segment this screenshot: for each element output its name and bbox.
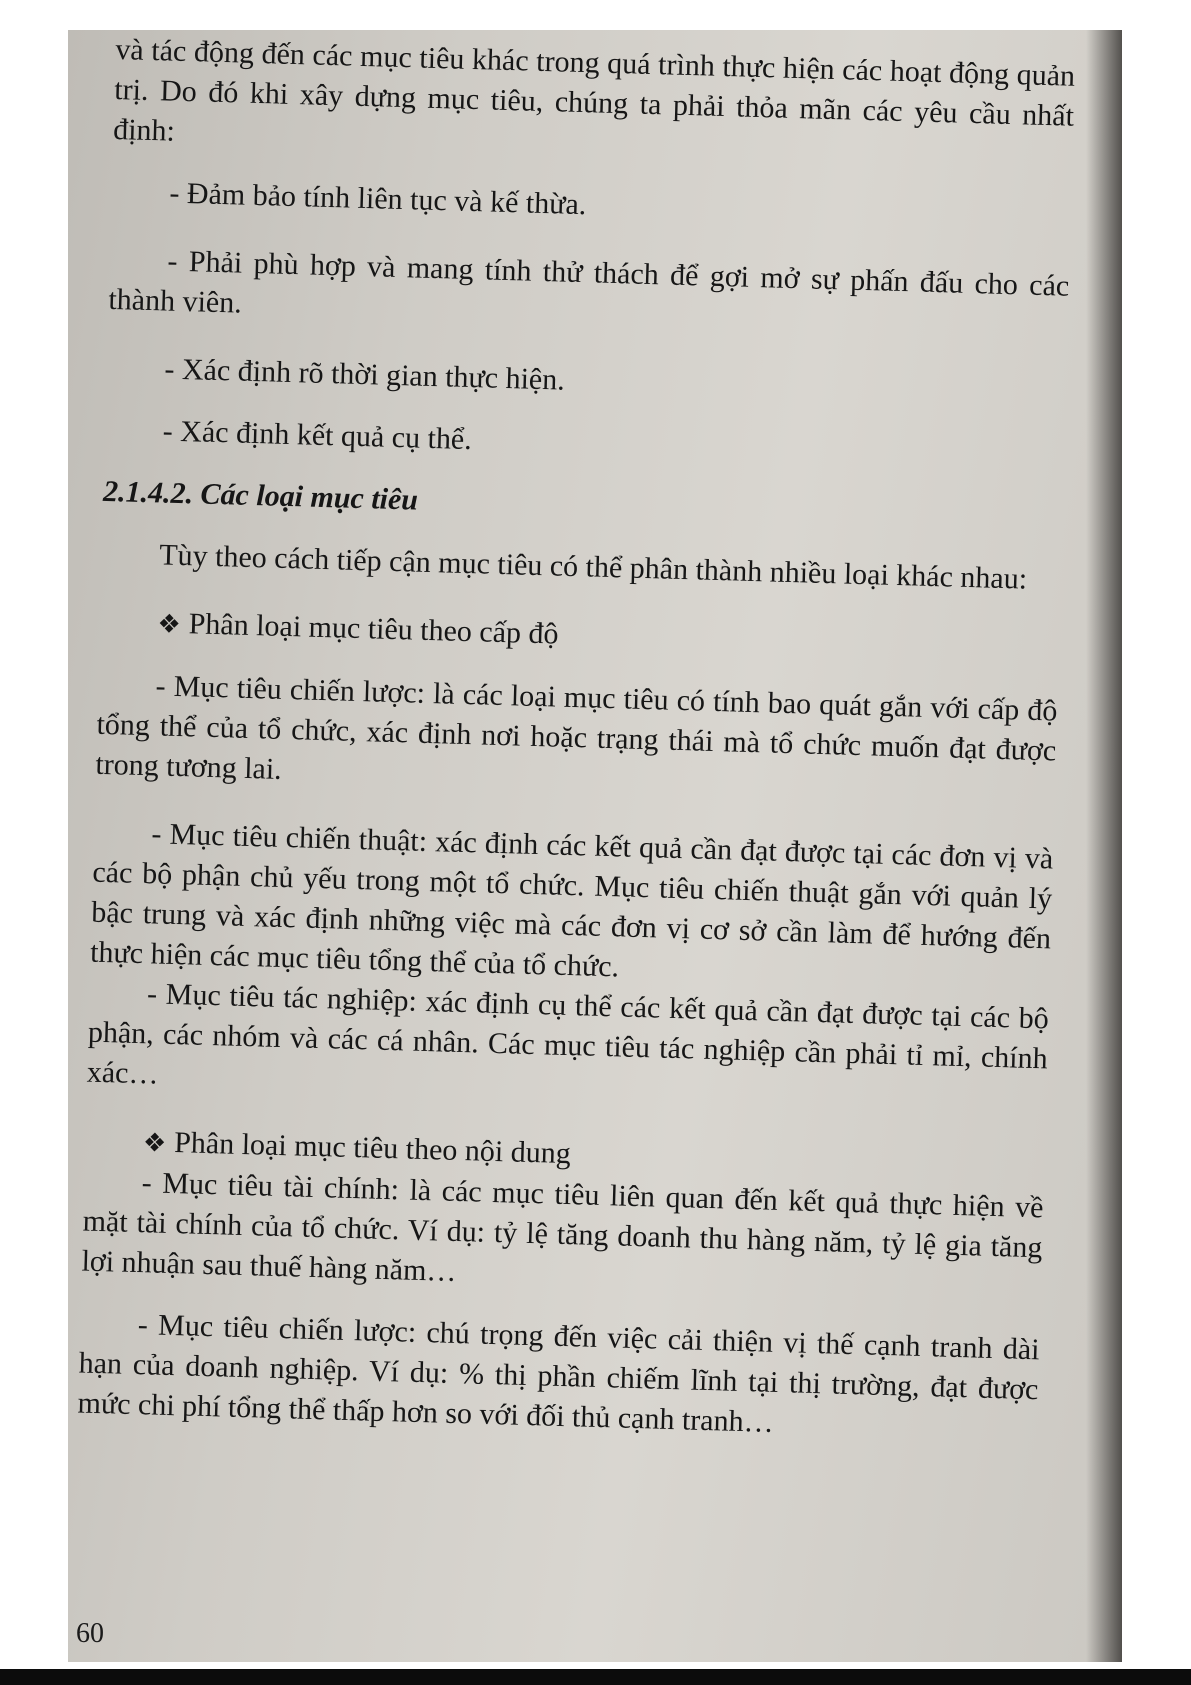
diamond-bullet-icon: ❖ <box>157 609 182 640</box>
intro-paragraph: và tác động đến các mục tiêu khác trong quá trình thực hiện các hoạt động quản trị. Do đó khi xây dựng mục tiêu, chúng ta phải thỏa mãn các yêu cầu nhất định: <box>112 32 1076 148</box>
page-body <box>77 30 1076 1450</box>
section-intro: Tùy theo cách tiếp cận mục tiêu có thể phân thành nhiều loại khác nhau: <box>158 538 1028 596</box>
bullet-title-content: Phân loại mục tiêu theo nội dung <box>173 1126 572 1171</box>
bottom-black-bar <box>0 1669 1191 1685</box>
item-strategic-content: - Mục tiêu chiến lược: chú trọng đến việc cải thiện vị thế cạnh tranh dài hạn của doanh nghiệp. Ví dụ: % thị phần chiếm lĩnh tại thị trường, đạt được mức chi phí tổng thể thấp hơn so với đối thủ cạnh tranh… <box>77 1308 1040 1439</box>
page-fold-shadow <box>1086 30 1122 1662</box>
page-number: 60 <box>76 1618 104 1649</box>
requirement-continuity: - Đảm bảo tính liên tục và kế thừa. <box>169 176 587 222</box>
diamond-bullet-icon: ❖ <box>142 1128 167 1158</box>
bullet-title-level: Phân loại mục tiêu theo cấp độ <box>188 607 559 651</box>
section-heading: 2.1.4.2. Các loại mục tiêu <box>102 474 419 517</box>
requirement-time: - Xác định rõ thời gian thực hiện. <box>164 352 566 397</box>
bullet-heading-level <box>99 602 1060 670</box>
book-page-photo <box>68 30 1122 1662</box>
requirement-challenge: - Phải phù hợp và mang tính thử thách để gợi mở sự phấn đấu cho các thành viên. <box>108 244 1070 320</box>
item-financial: - Mục tiêu tài chính: là các mục tiêu liên quan đến kết quả thực hiện về mặt tài chính của tổ chức. Ví dụ: tỷ lệ tăng doanh thu hàng năm, tỷ lệ gia tăng lợi nhuận sau thuế hàng năm… <box>81 1166 1044 1288</box>
item-tactical-level: - Mục tiêu chiến thuật: xác định các kết quả cần đạt được tại các đơn vị và các bộ phận chủ yếu trong một tổ chức. Mục tiêu chiến thuật gắn với quản lý bậc trung và xác định những việc mà các đơn vị cơ sở cần làm để hướng đến thực hiện các mục tiêu tổng thể của tổ chức. <box>89 817 1054 984</box>
requirement-result: - Xác định kết quả cụ thể. <box>162 414 473 457</box>
item-strategic-level: - Mục tiêu chiến lược: là các loại mục tiêu có tính bao quát gắn với cấp độ tổng thể của tổ chức, xác định nơi hoặc trạng thái mà tổ chức muốn đạt được trong tương lai. <box>95 669 1058 786</box>
item-operational-level: - Mục tiêu tác nghiệp: xác định cụ thể các kết quả cần đạt được tại các bộ phận, các nhóm và các cá nhân. Các mục tiêu tác nghiệp cần phải tỉ mỉ, chính xác… <box>86 977 1050 1091</box>
